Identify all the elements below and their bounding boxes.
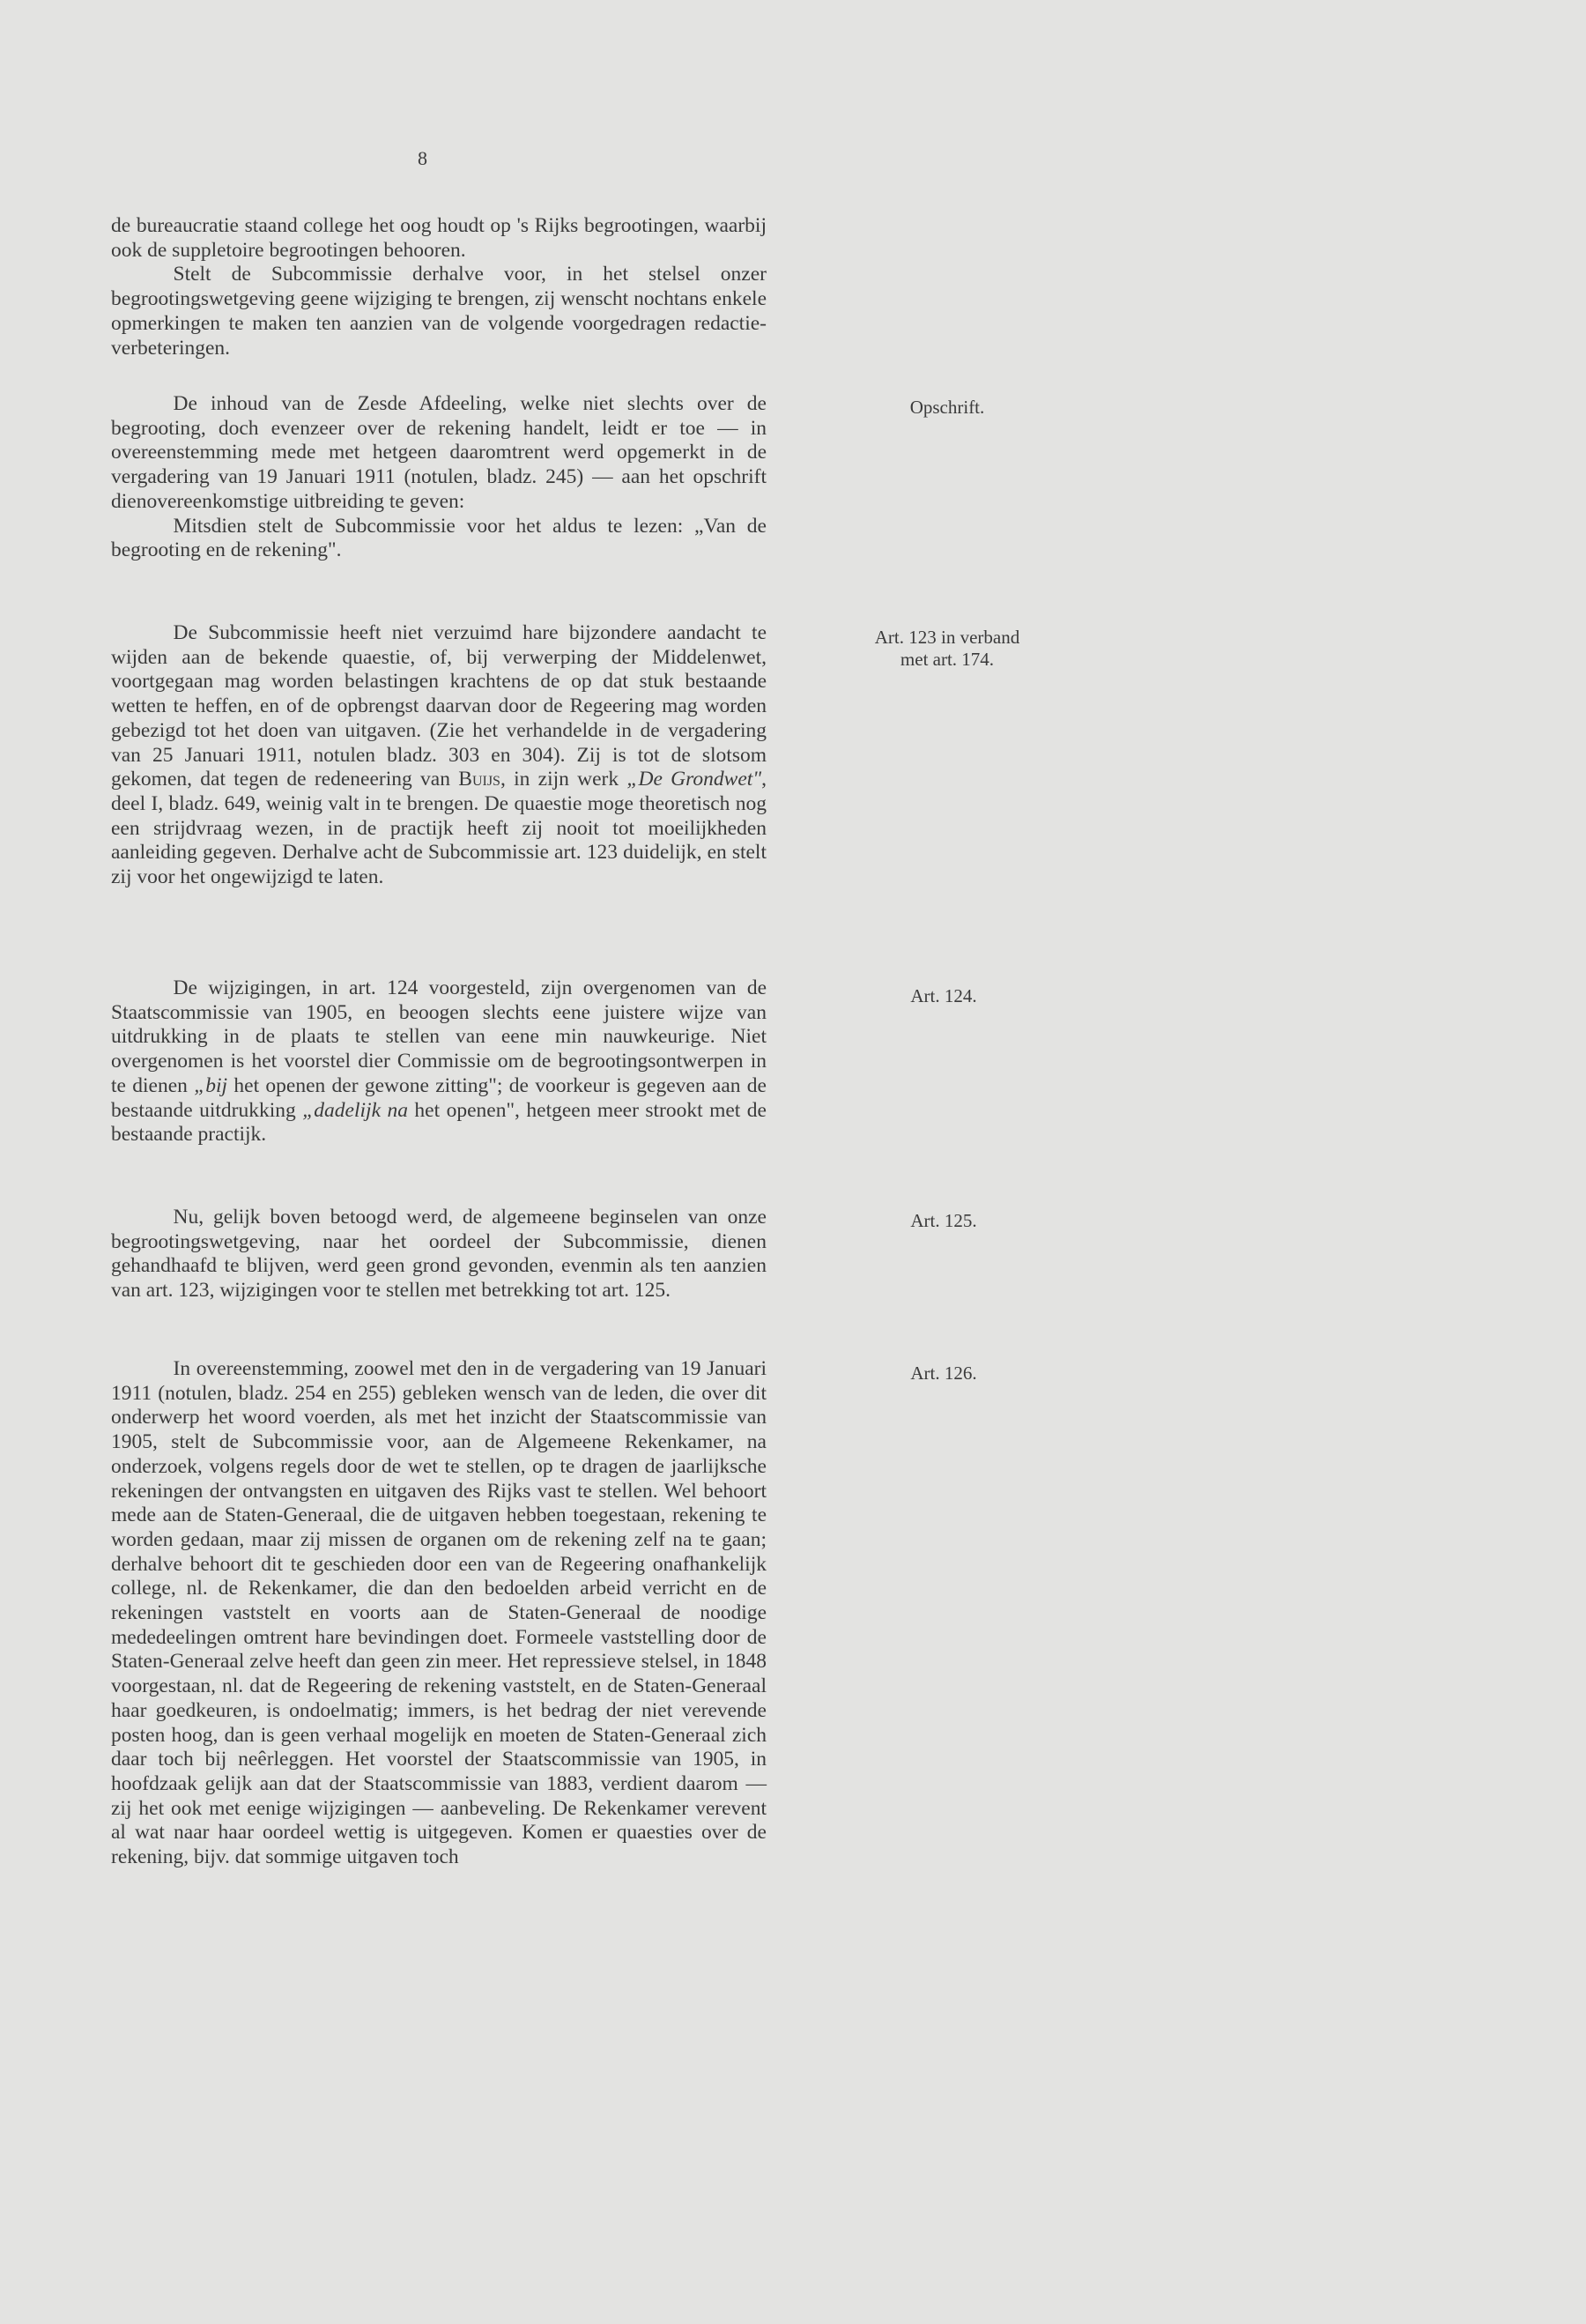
paragraph-intro-1: de bureaucratie staand college het oog houdt op 's Rijks begrootingen, waarbij ook de suppletoire begrootingen behooren.: [111, 214, 767, 262]
section-art-124: [111, 976, 767, 1147]
page-number: 8: [418, 147, 428, 169]
paragraph-art-125: Nu, gelijk boven betoogd werd, de algemeene beginselen van onze begrootingswetgeving, naar het oordeel der Subcommissie, dienen gehandhaafd te blijven, werd geen grond gevonden, evenmin als ten aanzien van art. 123, wijzigingen voor te stellen met betrekking tot art. 125.: [111, 1206, 767, 1303]
after-author-text: , in zijn werk: [500, 768, 627, 791]
art-124-italic-2: „dadelijk na: [302, 1098, 408, 1122]
work-title: „De Grondwet": [626, 768, 762, 791]
section-art-123: [111, 621, 767, 890]
art-124-italic-1: „bij: [194, 1073, 228, 1097]
art-124-text-after: het openen", hetgeen meer strookt met de bestaande practijk.: [111, 1098, 767, 1147]
paragraph-art-124: [111, 976, 767, 1147]
paragraph-art-123: [111, 621, 767, 890]
side-note-art-123-line2: met art. 174.: [900, 649, 995, 670]
side-note-art-123: [833, 627, 1062, 671]
art-123-text: De Subcommissie heeft niet verzuimd hare bijzondere aandacht te wijden aan de bekende quaestie, of, bij verwerping der Middelenwet, voortgegaan mag worden belastingen krachtens de op dat stuk bestaande wetten te heffen, en of de opbrengst daarvan door de Regeering mag worden gebezigd tot het doen van uitgaven. (Zie het verhandelde in de vergadering van 25 Januari 1911, notulen bladz. 303 en 304). Zij is tot de slotsom gekomen, dat tegen de redeneering van: [111, 621, 767, 791]
side-note-art-124: Art. 124.: [910, 985, 977, 1006]
section-art-126: [111, 1357, 767, 1870]
paragraph-intro-2: Stelt de Subcommissie derhalve voor, in het stelsel onzer begrootingswetgeving geene wijziging te brengen, zij wenscht nochtans enkele opmerkingen te maken ten aanzien van de volgende voorgedragen redactie-verbeteringen.: [111, 263, 767, 360]
art-124-text-before: De wijzigingen, in art. 124 voorgesteld, zijn overgenomen van de Staatscommissie van 1905, en beoogen slechts eene juistere wijze van uitdrukking in de plaats te stellen van eene min nauwkeurige. Niet overgenomen is het voorstel dier Commissie om de begrootingsontwerpen in te dienen: [111, 976, 767, 1097]
paragraph-opschrift-2: Mitsdien stelt de Subcommissie voor het aldus te lezen: „Van de begrooting en de rekening".: [111, 514, 767, 562]
section-art-125: [111, 1206, 767, 1303]
side-note-art-123-line1: Art. 123 in verband: [874, 627, 1020, 648]
paragraph-art-126: In overeenstemming, zoowel met den in de vergadering van 19 Januari 1911 (notulen, bladz. 254 en 255) gebleken wensch van de leden, die over dit onderwerp het woord voerden, als met het inzicht der Staatscommissie van 1905, stelt de Subcommissie voor, aan de Algemeene Rekenkamer, na onderzoek, volgens regels door de wet te stellen, op te dragen de jaarlijksche rekeningen der ontvangsten en uitgaven des Rijks vast te stellen. Wel behoort mede aan de Staten-Generaal, die de uitgaven hebben toegestaan, rekening te worden gedaan, maar zij missen de organen om de rekening zelf na te gaan; derhalve behoort dit te geschieden door een van de Regeering onafhankelijk college, nl. de Rekenkamer, die dan den bedoelden arbeid verricht en de rekeningen vaststelt en voorts aan de Staten-Generaal de noodige mededeelingen omtrent hare bevindingen doet. Formeele vaststelling door de Staten-Generaal zelve heeft dan geen zin meer. Het repressieve stelsel, in 1848 voorgestaan, nl. dat de Regeering de rekening vaststelt, en de Staten-Generaal haar goedkeuren, is ondoelmatig; immers, is het bedrag der niet verevende posten hoog, dan is geen verhaal mogelijk en moeten de Staten-Generaal zich daar toch bij neêrleggen. Het voorstel der Staatscommissie van 1905, in hoofdzaak gelijk aan dat der Staatscommissie van 1883, verdient daarom — zij het ook met eenige wijzigingen — aanbeveling. De Rekenkamer verevent al wat naar haar oordeel wettig is uitgegeven. Komen er quaesties over de rekening, bijv. dat sommige uitgaven toch: [111, 1357, 767, 1869]
side-note-art-125: Art. 125.: [910, 1210, 977, 1231]
body-column-intro: [111, 214, 767, 360]
art-124-text-middle: het openen der gewone zitting"; de voorkeur is gegeven aan de bestaande uitdrukking: [111, 1073, 767, 1122]
paragraph-opschrift-1: De inhoud van de Zesde Afdeeling, welke niet slechts over de begrooting, doch evenzeer over de rekening handelt, leidt er toe — in overeenstemming mede met hetgeen daaromtrent werd opgemerkt in de vergadering van 19 Januari 1911 (notulen, bladz. 245) — aan het opschrift dienovereenkomstige uitbreiding te geven:: [111, 392, 767, 513]
side-note-art-126: Art. 126.: [910, 1362, 977, 1384]
after-title-text: , deel I, bladz. 649, weinig valt in te brengen. De quaestie moge theoretisch nog een strijdvraag wezen, in de practijk heeft zij nooit tot moeilijkheden aanleiding gegeven. Derhalve acht de Subcommissie art. 123 duidelijk, en stelt zij voor het ongewijzigd te laten.: [111, 768, 767, 889]
section-opschrift: [111, 392, 767, 563]
side-note-opschrift: Opschrift.: [909, 397, 985, 418]
author-name: Buijs: [458, 768, 500, 791]
